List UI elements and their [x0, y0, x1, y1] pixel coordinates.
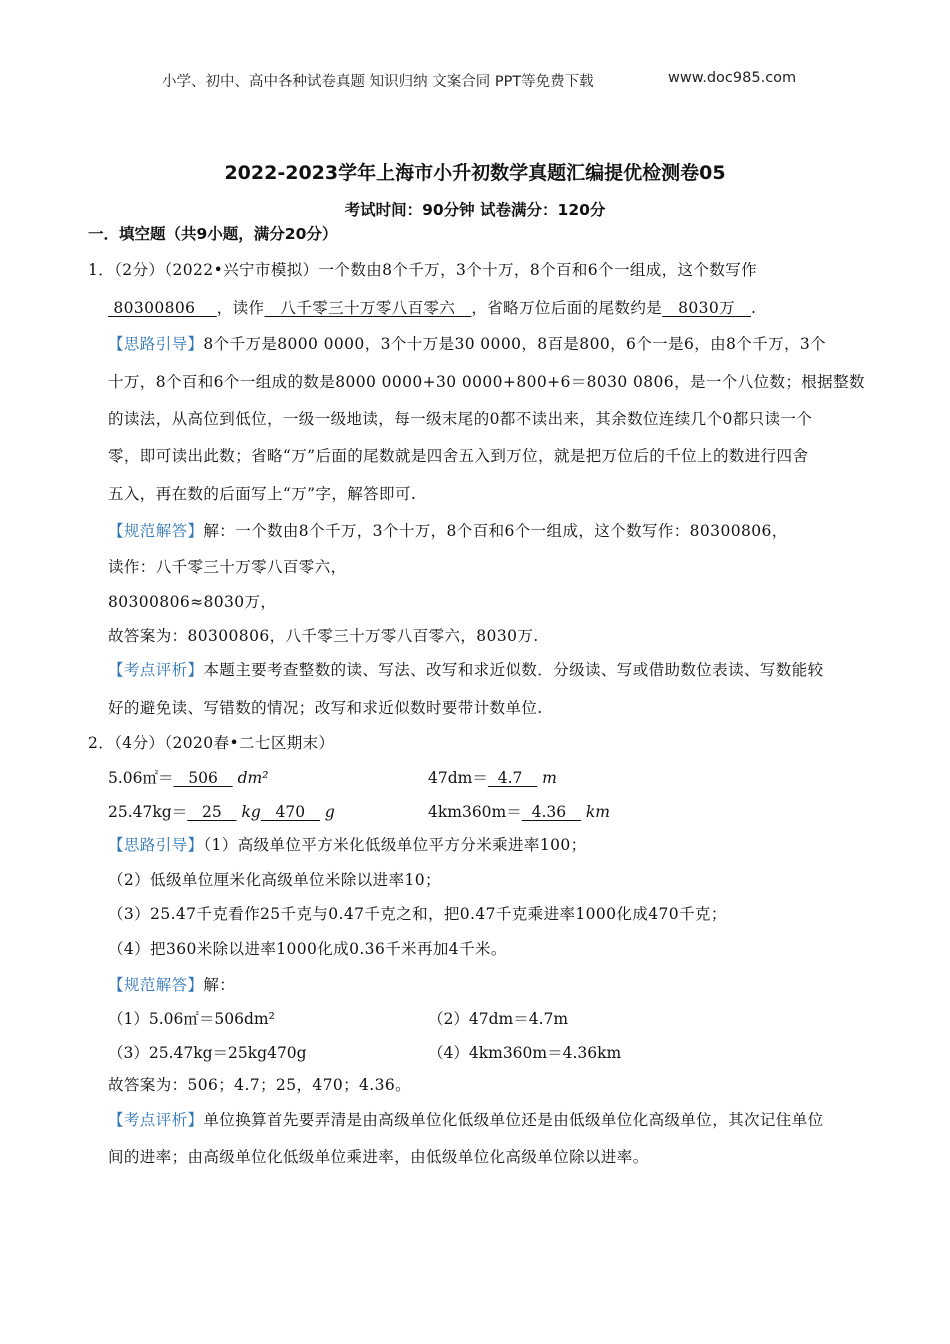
q1-solution-3: 80300806≈8030万， [108, 593, 277, 611]
q1-solution-2: 读作：八千零三十万零八百零六， [108, 558, 347, 576]
q2-review-1: 【考点评析】单位换算首先要弄清是由高级单位化低级单位还是由低级单位化高级单位，其次记住单位 [108, 1111, 824, 1129]
q1-solution-4: 故答案为：80300806，八千零三十万零八百零六，8030万. [108, 627, 539, 645]
q2-solution-tag: 【规范解答】 [108, 976, 204, 994]
q2-hint-tag: 【思路引导】 [108, 836, 204, 854]
q2-answer-4: 470 [275, 803, 306, 821]
header-site-url: www.doc985.com [668, 70, 797, 86]
q2-hint-1: 【思路引导】（1）高级单位平方米化低级单位平方分米乘进率100； [108, 836, 587, 854]
header-promo-text: 小学、初中、高中各种试卷真题 知识归纳 文案合同 PPT等免费下载 [162, 74, 594, 90]
q1-hint-3: 的读法，从高位到低位，一级一级地读，每一级末尾的0都不读出来，其余数位连续几个0都只读一个 [108, 410, 813, 428]
q1-answer-3: 8030万 [678, 299, 736, 317]
q2-answer-1: 506 [188, 769, 218, 787]
q2-solution-1: （1）5.06㎡＝506dm² [108, 1010, 275, 1028]
q1-hint-2: 十万，8个百和6个一组成的数是8000 0000+30 0000+800+6＝8030 0806，是一个八位数；根据整数 [108, 373, 865, 391]
q2-review-2: 间的进率；由高级单位化低级单位乘进率，由低级单位化高级单位除以进率。 [108, 1148, 649, 1166]
q1-hint-tag: 【思路引导】 [108, 335, 204, 353]
q1-read-label: ，读作 [216, 299, 265, 317]
q1-hint-5: 五入，再在数的后面写上“万”字，解答即可. [108, 485, 417, 503]
q2-stem: 2．（4分）（2020春•二七区期末） [88, 734, 335, 752]
q2-solution-2: （2）47dm＝4.7m [428, 1010, 569, 1028]
q1-answer-line: 80300806 ，读作 八千零三十万零八百零六 ，省略万位后面的尾数约是 8030万 . [108, 296, 756, 318]
section-heading: 一．填空题（共9小题，满分20分） [88, 225, 338, 243]
q2-answer-2: 4.7 [497, 769, 523, 787]
q2-solution-4: （4）4km360m＝4.36km [428, 1044, 622, 1062]
q1-answer-2: 八千零三十万零八百零六 [280, 299, 456, 317]
q2-solution-3: （3）25.47kg＝25kg470g [108, 1044, 307, 1062]
q2-review-tag: 【考点评析】 [108, 1111, 204, 1129]
q2-hint-2: （2）低级单位厘米化高级单位米除以进率10； [108, 871, 441, 889]
q2-blank-2: 47dm＝ 4.7 m [428, 769, 557, 787]
q2-answer-5: 4.36 [531, 803, 567, 821]
q2-answer-3: 25 [201, 803, 222, 821]
q1-hint-4: 零，即可读出此数；省略“万”后面的尾数就是四舍五入到万位，就是把万位后的千位上的数进行四舍 [108, 447, 809, 465]
q2-hint-4: （4）把360米除以进率1000化成0.36千米再加4千米。 [108, 940, 507, 958]
q1-answer-1: 80300806 [113, 299, 196, 317]
page-title: 2022-2023学年上海市小升初数学真题汇编提优检测卷05 [224, 162, 726, 184]
q1-review-2: 好的避免读、写错数的情况；改写和求近似数时要带计数单位. [108, 699, 543, 717]
page-subtitle: 考试时间：90分钟 试卷满分：120分 [344, 201, 606, 219]
q1-solution-tag: 【规范解答】 [108, 522, 204, 540]
q2-blank-3: 25.47kg＝ 25 kg 470 g [108, 803, 335, 821]
q1-stem: 1．（2分）（2022•兴宁市模拟）一个数由8个千万，3个十万，8个百和6个一组成，这个数写作 [88, 261, 758, 279]
q2-blank-4: 4km360m＝ 4.36 km [428, 803, 610, 821]
q2-solution-intro: 【规范解答】解： [108, 976, 236, 994]
q1-review-1: 【考点评析】本题主要考查整数的读、写法、改写和求近似数．分级读、写或借助数位表读、写数能较 [108, 661, 824, 679]
q1-hint-1: 【思路引导】8个千万是8000 0000，3个十万是30 0000，8百是800，6个一是6，由8个千万，3个 [108, 335, 827, 353]
q1-review-tag: 【考点评析】 [108, 661, 204, 679]
q2-solution-end: 故答案为：506；4.7；25，470；4.36。 [108, 1076, 412, 1094]
q2-hint-3: （3）25.47千克看作25千克与0.47千克之和，把0.47千克乘进率1000化成470千克； [108, 905, 727, 923]
q2-blank-1: 5.06㎡＝ 506 dm² [108, 769, 269, 787]
q1-solution-1: 【规范解答】解：一个数由8个千万，3个十万，8个百和6个一组成，这个数写作：80300806， [108, 522, 788, 540]
q1-omit-label: ，省略万位后面的尾数约是 [471, 299, 663, 317]
